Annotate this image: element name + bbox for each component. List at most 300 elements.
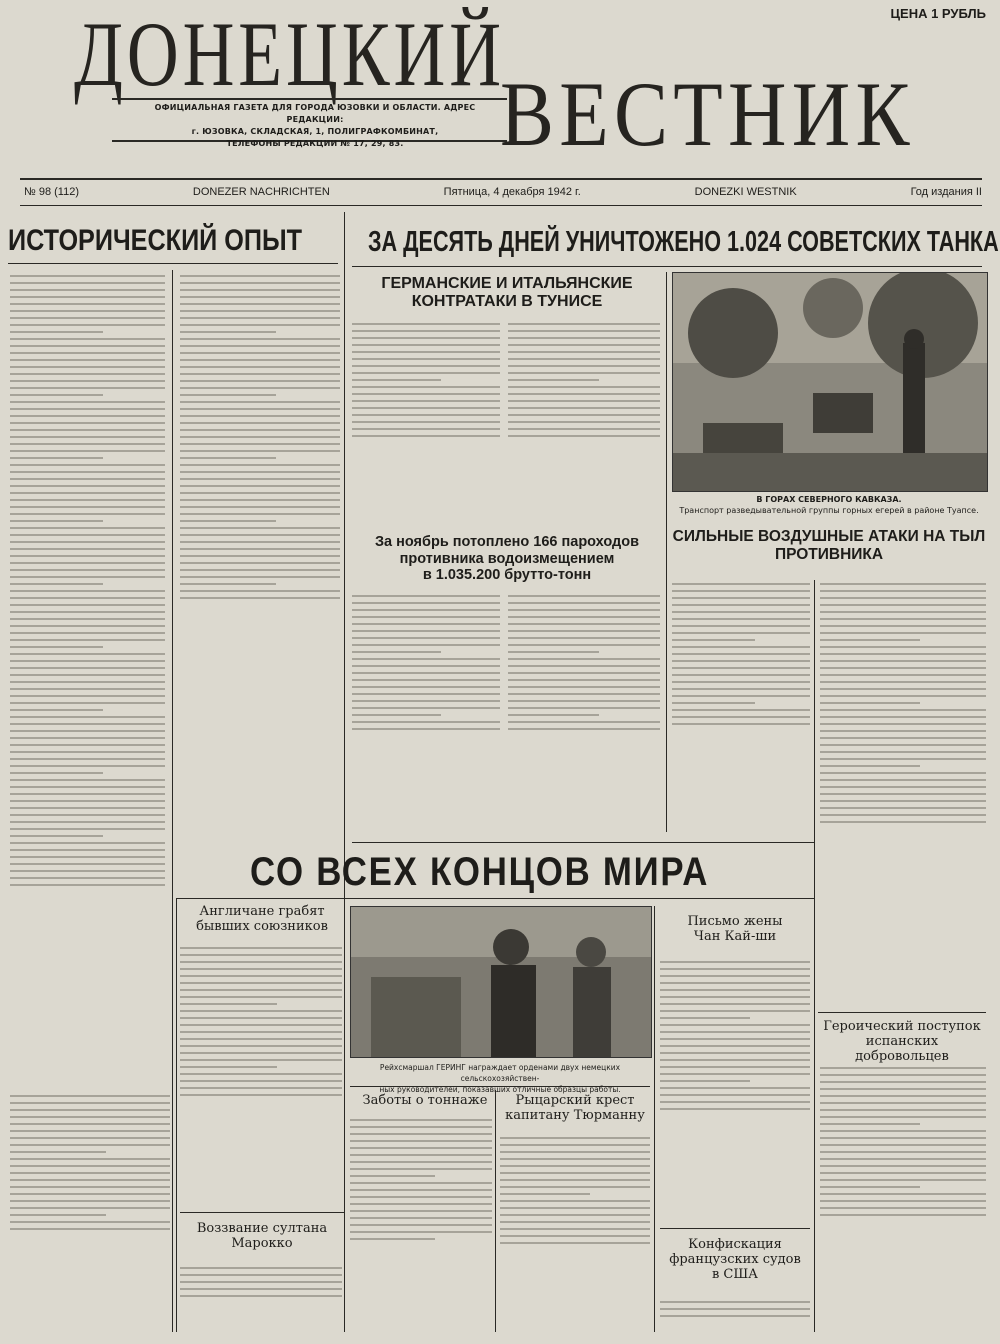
text-line <box>10 842 165 844</box>
text-line <box>820 1102 986 1104</box>
text-line <box>820 744 986 746</box>
text-line <box>180 961 342 963</box>
text-line <box>180 422 340 424</box>
text-line <box>350 1224 492 1226</box>
text-line <box>672 632 810 634</box>
latin-title: DONEZKI WESTNIK <box>694 186 797 198</box>
text-line <box>180 527 340 529</box>
text-line <box>672 674 810 676</box>
text-line <box>352 616 500 618</box>
text-line <box>180 569 340 571</box>
text-line <box>10 352 165 354</box>
text-line <box>352 658 500 660</box>
text-line <box>10 415 165 417</box>
text-line <box>10 569 165 571</box>
text-line <box>10 1116 170 1118</box>
text-line <box>10 541 165 543</box>
text-line <box>10 282 165 284</box>
text-line <box>660 968 810 970</box>
world-top-rule <box>352 842 814 843</box>
text-line <box>10 289 165 291</box>
text-line <box>10 485 165 487</box>
text-line <box>820 1067 986 1069</box>
text-line <box>508 672 660 674</box>
column-divider-hist <box>172 270 173 1332</box>
text-line <box>660 1080 750 1082</box>
headline-letter <box>660 915 810 945</box>
masthead-title-line1: ДОНЕЦКИЙ <box>74 3 505 105</box>
text-line <box>820 730 986 732</box>
text-line <box>508 393 660 395</box>
text-line <box>352 595 500 597</box>
text-line <box>352 337 500 339</box>
text-line <box>820 1158 986 1160</box>
text-line <box>10 716 165 718</box>
text-line <box>672 681 810 683</box>
text-line <box>820 632 986 634</box>
text-line <box>180 989 342 991</box>
text-line <box>350 1133 492 1135</box>
text-line <box>180 947 342 949</box>
text-line <box>180 499 340 501</box>
text-line <box>820 1179 986 1181</box>
text-line <box>820 674 986 676</box>
text-line <box>10 331 103 333</box>
text-line <box>180 275 340 277</box>
text-line <box>10 373 165 375</box>
text-line <box>820 737 986 739</box>
article-body-left-2 <box>180 270 340 836</box>
text-line <box>10 478 165 480</box>
price-label: ЦЕНА 1 РУБЛЬ <box>890 6 986 21</box>
text-line <box>820 758 986 760</box>
text-line <box>672 723 810 725</box>
text-line <box>352 630 500 632</box>
text-line <box>820 667 986 669</box>
text-line <box>10 786 165 788</box>
text-line <box>352 414 500 416</box>
text-line <box>10 772 103 774</box>
text-line <box>10 338 165 340</box>
text-line <box>10 702 165 704</box>
text-line <box>180 1017 342 1019</box>
text-line <box>10 555 165 557</box>
text-line <box>10 1158 170 1160</box>
text-line <box>660 1059 810 1061</box>
text-line <box>180 310 340 312</box>
column-divider-letter <box>654 906 655 1332</box>
text-line <box>500 1158 650 1160</box>
text-line <box>352 365 500 367</box>
text-line <box>10 464 165 466</box>
dateline <box>24 183 982 201</box>
text-line <box>180 1073 342 1075</box>
text-line <box>180 324 340 326</box>
text-line <box>10 1200 170 1202</box>
issue-date: Пятница, 4 декабря 1942 г. <box>443 186 581 198</box>
text-line <box>508 372 660 374</box>
text-line <box>10 408 165 410</box>
text-line <box>352 609 500 611</box>
text-line <box>672 639 755 641</box>
text-line <box>180 1045 342 1047</box>
text-line <box>180 1003 277 1005</box>
text-line <box>672 702 755 704</box>
headline-line: Марокко <box>231 1235 293 1251</box>
text-line <box>350 1154 492 1156</box>
photo-goering-image <box>351 907 651 1057</box>
text-line <box>180 436 340 438</box>
text-line <box>10 765 165 767</box>
text-line <box>10 450 165 452</box>
text-line <box>660 1052 810 1054</box>
text-line <box>508 721 660 723</box>
text-line <box>10 422 165 424</box>
text-line <box>500 1179 650 1181</box>
text-line <box>10 1221 170 1223</box>
text-line <box>10 674 165 676</box>
text-line <box>180 373 340 375</box>
text-line <box>180 1059 342 1061</box>
text-line <box>508 379 599 381</box>
text-line <box>10 296 165 298</box>
confisc-rule <box>660 1228 810 1229</box>
article-body-letter <box>660 956 810 1224</box>
text-line <box>672 618 810 620</box>
article-body-air-2 <box>820 578 986 1006</box>
text-line <box>352 351 500 353</box>
text-line <box>820 702 920 704</box>
text-line <box>350 1119 492 1121</box>
column-divider-tonnage <box>495 1090 496 1332</box>
text-line <box>352 428 500 430</box>
text-line <box>10 457 103 459</box>
text-line <box>10 401 165 403</box>
article-body-tunis-2 <box>508 318 660 528</box>
text-line <box>820 786 986 788</box>
text-line <box>180 590 340 592</box>
text-line <box>10 821 165 823</box>
text-line <box>352 623 500 625</box>
headline-line: Англичане грабят <box>199 904 325 919</box>
headline-line: капитану Тюрманну <box>505 1107 645 1123</box>
text-line <box>820 660 986 662</box>
text-line <box>180 555 340 557</box>
caption-goering <box>345 1062 655 1095</box>
text-line <box>10 275 165 277</box>
text-line <box>820 604 986 606</box>
text-line <box>660 1315 810 1317</box>
text-line <box>352 358 500 360</box>
headline-line: Героический поступок <box>823 1019 981 1034</box>
article-body-cross <box>500 1132 650 1332</box>
text-line <box>508 644 660 646</box>
text-line <box>350 1189 492 1191</box>
text-line <box>352 714 441 716</box>
text-line <box>820 1186 920 1188</box>
german-title: DONEZER NACHRICHTEN <box>192 186 330 198</box>
text-line <box>350 1217 492 1219</box>
text-line <box>820 1207 986 1209</box>
text-line <box>180 576 340 578</box>
text-line <box>508 707 660 709</box>
text-line <box>660 1301 810 1303</box>
headline-line: Воззвание султана <box>196 1221 328 1236</box>
text-line <box>10 863 165 865</box>
text-line <box>180 415 340 417</box>
text-line <box>508 630 660 632</box>
text-line <box>10 1123 170 1125</box>
text-line <box>180 478 340 480</box>
text-line <box>660 961 810 963</box>
text-line <box>10 632 165 634</box>
text-line <box>350 1126 492 1128</box>
article-body-air-1 <box>672 578 810 833</box>
text-line <box>180 317 340 319</box>
text-line <box>180 1267 342 1269</box>
text-line <box>180 1281 342 1283</box>
text-line <box>10 1193 170 1195</box>
text-line <box>820 1095 986 1097</box>
text-line <box>820 1137 986 1139</box>
text-line <box>180 303 340 305</box>
text-line <box>180 443 340 445</box>
text-line <box>508 665 660 667</box>
text-line <box>352 435 500 437</box>
text-line <box>350 1147 492 1149</box>
text-line <box>350 1140 492 1142</box>
text-line <box>672 660 810 662</box>
text-line <box>500 1151 650 1153</box>
text-line <box>508 616 660 618</box>
text-line <box>10 807 165 809</box>
text-line <box>350 1182 492 1184</box>
text-line <box>508 400 660 402</box>
text-line <box>352 421 500 423</box>
headline-line: французских судов <box>669 1251 801 1267</box>
article-body-confiscation <box>660 1296 810 1332</box>
text-line <box>180 513 340 515</box>
text-line <box>10 429 165 431</box>
text-line <box>180 1024 342 1026</box>
text-line <box>500 1221 650 1223</box>
text-line <box>820 821 986 823</box>
headline-air-attacks <box>672 528 986 564</box>
photo-caucasus-image <box>673 273 987 491</box>
text-line <box>508 714 599 716</box>
text-line <box>10 744 165 746</box>
text-line <box>500 1186 650 1188</box>
text-line <box>352 644 500 646</box>
text-line <box>508 323 660 325</box>
text-line <box>180 464 340 466</box>
text-line <box>508 651 599 653</box>
text-line <box>10 723 165 725</box>
text-line <box>10 527 165 529</box>
text-line <box>10 1207 170 1209</box>
text-line <box>660 1108 810 1110</box>
text-line <box>508 414 660 416</box>
text-line <box>660 996 810 998</box>
text-line <box>672 590 810 592</box>
column-divider-mid <box>666 272 667 832</box>
text-line <box>10 1130 170 1132</box>
text-line <box>500 1228 650 1230</box>
text-line <box>10 471 165 473</box>
article-body-heroic <box>820 1062 986 1332</box>
text-line <box>660 989 810 991</box>
headline-historical-experience: ИСТОРИЧЕСКИЙ ОПЫТ <box>8 224 303 257</box>
text-line <box>820 1193 986 1195</box>
masthead-info-line: ОФИЦИАЛЬНАЯ ГАЗЕТА ДЛЯ ГОРОДА ЮЗОВКИ И ОБЛАСТИ. АДРЕС РЕДАКЦИИ: <box>154 103 476 124</box>
text-line <box>180 1295 342 1297</box>
text-line <box>10 751 165 753</box>
text-line <box>660 982 810 984</box>
headline-line: КОНТРАТАКИ В ТУНИСЕ <box>411 293 603 311</box>
text-line <box>660 1031 810 1033</box>
text-line <box>180 429 340 431</box>
text-line <box>10 870 165 872</box>
text-line <box>500 1207 650 1209</box>
text-line <box>820 695 986 697</box>
headline-tunis <box>352 275 662 312</box>
text-line <box>820 597 986 599</box>
masthead-info <box>130 102 500 150</box>
article-body-ships-2 <box>508 590 660 835</box>
text-line <box>10 590 165 592</box>
text-line <box>10 317 165 319</box>
text-line <box>10 884 165 886</box>
headline-line: ПРОТИВНИКА <box>774 545 884 563</box>
text-line <box>10 345 165 347</box>
text-line <box>820 646 986 648</box>
text-line <box>10 394 103 396</box>
text-line <box>508 358 660 360</box>
column-divider-left <box>344 212 345 1332</box>
text-line <box>350 1231 492 1233</box>
text-line <box>180 345 340 347</box>
year-of-publication: Год издания II <box>910 186 982 198</box>
text-line <box>820 807 986 809</box>
text-line <box>10 835 103 837</box>
text-line <box>10 1186 170 1188</box>
text-line <box>508 344 660 346</box>
text-line <box>672 709 810 711</box>
text-line <box>180 548 340 550</box>
text-line <box>180 982 342 984</box>
text-line <box>508 728 660 730</box>
text-line <box>180 282 340 284</box>
headline-line: Письмо жены <box>687 914 783 929</box>
text-line <box>180 380 340 382</box>
text-line <box>820 751 986 753</box>
text-line <box>10 1165 170 1167</box>
text-line <box>500 1165 650 1167</box>
headline-line: Рыцарский крест <box>515 1093 635 1108</box>
headline-line: в 1.035.200 брутто-тонн <box>422 567 592 584</box>
article-body-allies <box>180 942 342 1208</box>
text-line <box>672 667 810 669</box>
text-line <box>352 665 500 667</box>
text-line <box>352 372 500 374</box>
text-line <box>10 779 165 781</box>
text-line <box>508 407 660 409</box>
text-line <box>820 1081 986 1083</box>
text-line <box>180 485 340 487</box>
text-line <box>180 1080 342 1082</box>
text-line <box>10 324 165 326</box>
text-line <box>508 658 660 660</box>
text-line <box>10 548 165 550</box>
text-line <box>820 765 920 767</box>
text-line <box>10 660 165 662</box>
text-line <box>820 800 986 802</box>
caption-caucasus <box>672 494 986 516</box>
text-line <box>180 968 342 970</box>
text-line <box>508 330 660 332</box>
text-line <box>508 421 660 423</box>
text-line <box>820 723 986 725</box>
headline-heroic-deed <box>818 1020 986 1065</box>
text-line <box>10 562 165 564</box>
text-line <box>180 331 276 333</box>
headline-line: Конфискация <box>688 1237 782 1252</box>
text-line <box>500 1200 650 1202</box>
text-line <box>180 1052 342 1054</box>
text-line <box>820 590 986 592</box>
text-line <box>10 1137 170 1139</box>
text-line <box>352 330 500 332</box>
text-line <box>820 1165 986 1167</box>
headline-line: СИЛЬНЫЕ ВОЗДУШНЫЕ АТАКИ НА ТЫЛ <box>672 528 986 545</box>
text-line <box>10 625 165 627</box>
text-line <box>672 716 810 718</box>
text-line <box>10 758 165 760</box>
text-line <box>820 618 986 620</box>
text-line <box>10 1179 170 1181</box>
masthead-info-line: ТЕЛЕФОНЫ РЕДАКЦИИ № 17, 29, 83. <box>226 139 404 148</box>
text-line <box>500 1193 590 1195</box>
caption-line: Рейхсмаршал ГЕРИНГ награждает орденами двух немецких сельскохозяйствен- <box>379 1063 621 1083</box>
top-rule <box>20 178 982 180</box>
text-line <box>672 597 810 599</box>
text-line <box>10 597 165 599</box>
article-body-sultan <box>180 1262 342 1332</box>
text-line <box>508 623 660 625</box>
text-line <box>508 386 660 388</box>
text-line <box>508 700 660 702</box>
text-line <box>820 681 986 683</box>
text-line <box>508 337 660 339</box>
text-line <box>10 576 165 578</box>
text-line <box>352 721 500 723</box>
text-line <box>660 1003 810 1005</box>
text-line <box>820 611 986 613</box>
text-line <box>10 1102 170 1104</box>
text-line <box>352 672 500 674</box>
text-line <box>500 1137 650 1139</box>
text-line <box>500 1172 650 1174</box>
text-line <box>180 471 340 473</box>
text-line <box>10 303 165 305</box>
text-line <box>508 679 660 681</box>
text-line <box>660 1087 810 1089</box>
text-line <box>180 1010 342 1012</box>
text-line <box>820 625 986 627</box>
text-line <box>10 667 165 669</box>
text-line <box>180 996 342 998</box>
text-line <box>820 772 986 774</box>
